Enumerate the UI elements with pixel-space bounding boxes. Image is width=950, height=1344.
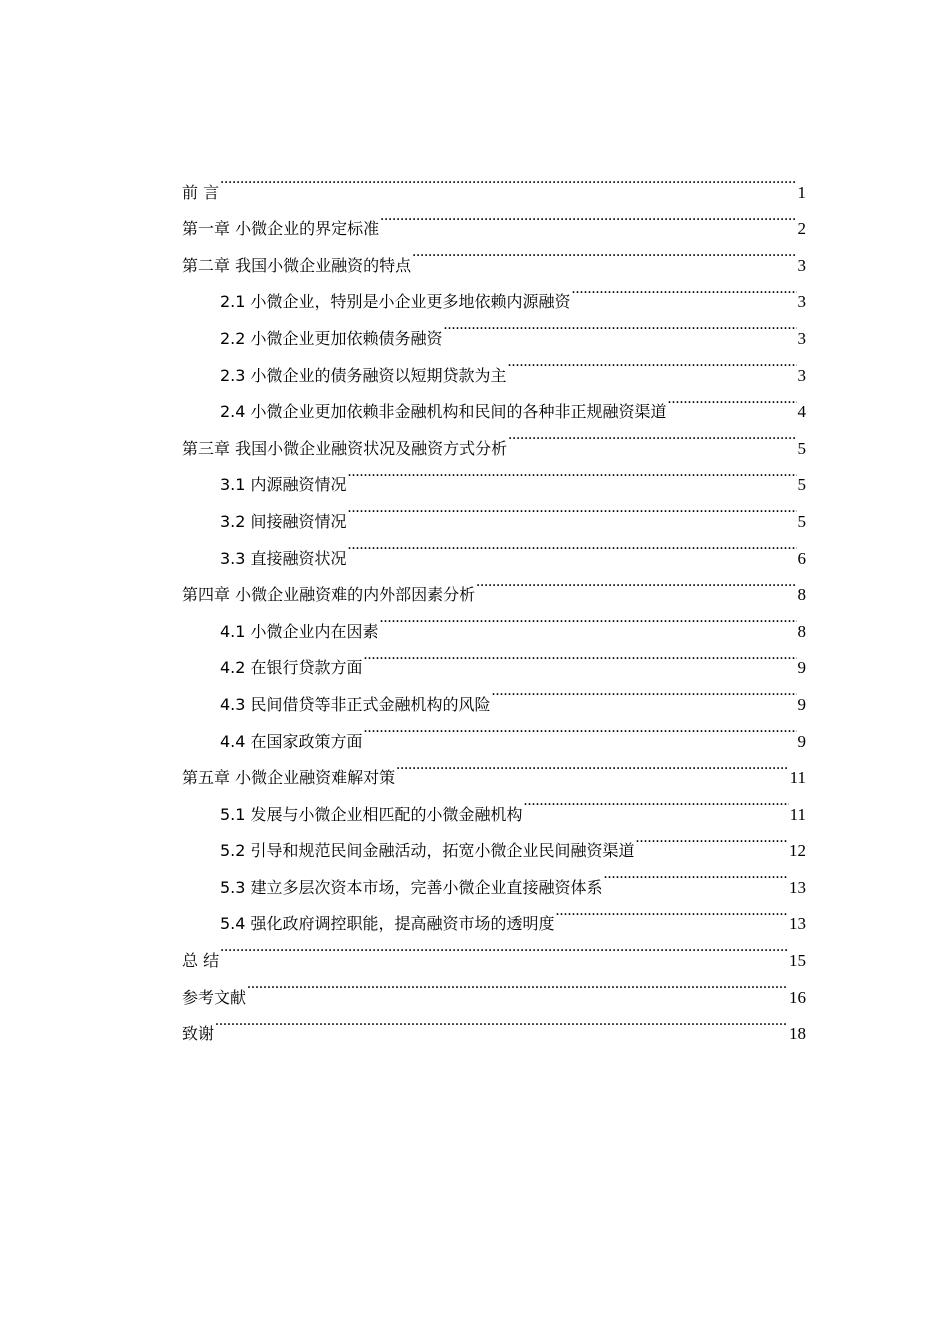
toc-dot-leader bbox=[524, 783, 789, 820]
toc-dot-leader bbox=[220, 161, 796, 198]
toc-entry-page-number: 18 bbox=[789, 1024, 806, 1044]
toc-dot-leader bbox=[412, 234, 796, 271]
toc-entry-page-number: 13 bbox=[789, 914, 806, 934]
toc-dot-leader bbox=[556, 893, 788, 930]
toc-entry[interactable] bbox=[182, 1003, 806, 1044]
toc-entry-page-number: 15 bbox=[789, 951, 806, 971]
toc-dot-leader bbox=[444, 307, 797, 344]
toc-dot-leader bbox=[604, 856, 788, 893]
toc-entry-page-number: 3 bbox=[797, 292, 806, 312]
toc-dot-leader bbox=[636, 820, 788, 857]
toc-entry[interactable] bbox=[182, 161, 806, 202]
toc-dot-leader bbox=[508, 344, 797, 381]
toc-entry-title: 5.1 发展与小微企业相匹配的小微金融机构 bbox=[220, 804, 523, 824]
toc-entry-page-number: 5 bbox=[797, 475, 806, 495]
toc-entry-title: 4.4 在国家政策方面 bbox=[220, 731, 363, 751]
table-of-contents bbox=[182, 161, 806, 1044]
toc-dot-leader bbox=[348, 490, 797, 527]
toc-dot-leader bbox=[508, 417, 796, 454]
toc-entry-title: 第三章 我国小微企业融资状况及融资方式分析 bbox=[182, 438, 508, 458]
toc-entry-title: 总 结 bbox=[182, 951, 220, 971]
toc-entry-page-number: 9 bbox=[797, 731, 806, 751]
toc-entry-title: 2.2 小微企业更加依赖债务融资 bbox=[220, 328, 443, 348]
toc-entry-page-number: 2 bbox=[797, 219, 806, 239]
toc-entry-page-number: 12 bbox=[789, 841, 806, 861]
toc-dot-leader bbox=[247, 966, 788, 1003]
toc-entry-title: 第二章 我国小微企业融资的特点 bbox=[182, 255, 412, 275]
toc-dot-leader bbox=[348, 454, 797, 491]
toc-entry-page-number: 3 bbox=[797, 328, 806, 348]
toc-dot-leader bbox=[492, 673, 797, 710]
toc-entry-page-number: 5 bbox=[797, 438, 806, 458]
toc-entry-title: 4.1 小微企业内在因素 bbox=[220, 621, 379, 641]
toc-entry[interactable] bbox=[182, 966, 806, 1007]
toc-entry-title: 4.3 民间借贷等非正式金融机构的风险 bbox=[220, 694, 491, 714]
toc-entry-title: 3.2 间接融资情况 bbox=[220, 511, 347, 531]
toc-dot-leader bbox=[572, 271, 797, 308]
toc-entry-title: 3.3 直接融资状况 bbox=[220, 548, 347, 568]
toc-entry-page-number: 8 bbox=[797, 585, 806, 605]
toc-dot-leader bbox=[220, 929, 788, 966]
toc-dot-leader bbox=[476, 564, 796, 601]
toc-entry-title: 2.3 小微企业的债务融资以短期贷款为主 bbox=[220, 365, 507, 385]
toc-entry-title: 2.1 小微企业，特别是小企业更多地依赖内源融资 bbox=[220, 292, 571, 312]
toc-entry[interactable] bbox=[182, 198, 806, 239]
toc-dot-leader bbox=[348, 527, 797, 564]
toc-entry-page-number: 1 bbox=[797, 182, 806, 202]
toc-entry[interactable] bbox=[182, 929, 806, 971]
toc-entry-page-number: 3 bbox=[797, 255, 806, 275]
toc-entry-title: 5.3 建立多层次资本市场，完善小微企业直接融资体系 bbox=[220, 877, 603, 897]
toc-entry-page-number: 11 bbox=[789, 804, 806, 824]
toc-entry-title: 2.4 小微企业更加依赖非金融机构和民间的各种非正规融资渠道 bbox=[220, 402, 667, 422]
toc-entry-page-number: 8 bbox=[797, 621, 806, 641]
toc-entry-title: 前 言 bbox=[182, 182, 220, 202]
toc-entry-page-number: 13 bbox=[789, 877, 806, 897]
toc-entry-title: 3.1 内源融资情况 bbox=[220, 475, 347, 495]
toc-dot-leader bbox=[396, 747, 789, 784]
toc-entry-page-number: 3 bbox=[797, 365, 806, 385]
toc-entry-title: 第五章 小微企业融资难解对策 bbox=[182, 768, 396, 788]
toc-entry-title: 致谢 bbox=[182, 1024, 215, 1044]
toc-entry-title: 第一章 小微企业的界定标准 bbox=[182, 219, 380, 239]
toc-entry-page-number: 4 bbox=[797, 402, 806, 422]
toc-entry-title: 5.4 强化政府调控职能，提高融资市场的透明度 bbox=[220, 914, 555, 934]
toc-dot-leader bbox=[380, 600, 797, 637]
toc-dot-leader bbox=[364, 710, 797, 747]
toc-entry-title: 5.2 引导和规范民间金融活动，拓宽小微企业民间融资渠道 bbox=[220, 841, 635, 861]
toc-entry-page-number: 5 bbox=[797, 511, 806, 531]
toc-dot-leader bbox=[380, 198, 796, 235]
toc-entry-title: 4.2 在银行贷款方面 bbox=[220, 658, 363, 678]
toc-entry-title: 参考文献 bbox=[182, 987, 247, 1007]
toc-dot-leader bbox=[364, 637, 797, 674]
toc-entry-page-number: 11 bbox=[789, 768, 806, 788]
toc-entry-page-number: 16 bbox=[789, 987, 806, 1007]
toc-dot-leader bbox=[668, 381, 797, 418]
toc-entry-page-number: 9 bbox=[797, 694, 806, 714]
toc-entry-title: 第四章 小微企业融资难的内外部因素分析 bbox=[182, 585, 476, 605]
toc-dot-leader bbox=[215, 1003, 788, 1040]
toc-entry-page-number: 6 bbox=[797, 548, 806, 568]
toc-entry-page-number: 9 bbox=[797, 658, 806, 678]
